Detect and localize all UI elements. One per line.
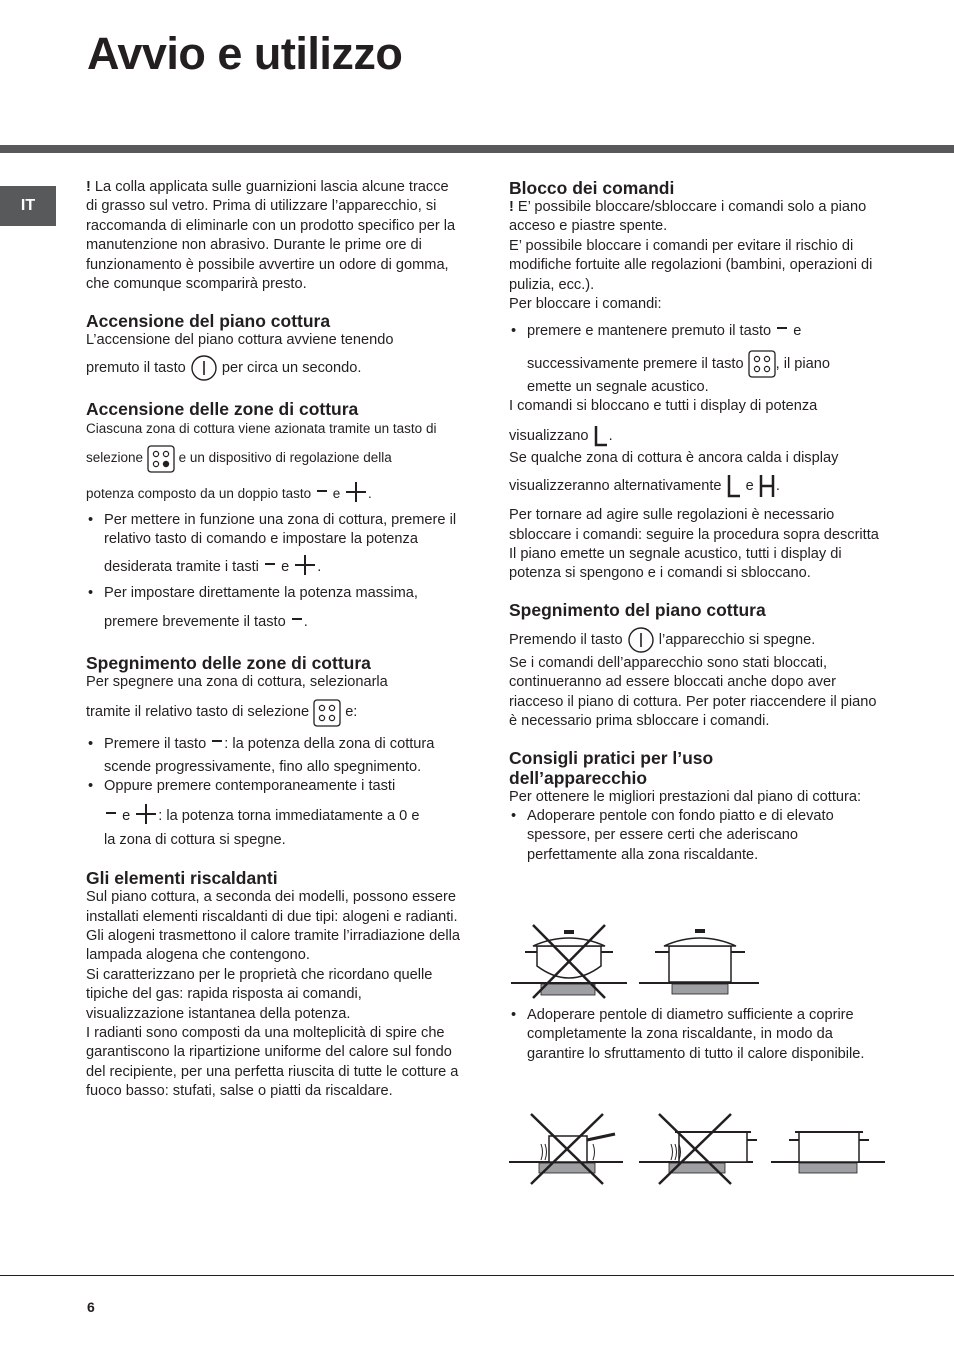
heading-accensione-zone: Accensione delle zone di cottura bbox=[86, 398, 359, 419]
display-h-icon bbox=[758, 474, 776, 498]
heading-elementi: Gli elementi riscaldanti bbox=[86, 868, 278, 889]
heading-consigli: Consigli pratici per l’uso dell’apparecchio bbox=[509, 747, 714, 788]
minus-icon bbox=[263, 560, 277, 574]
page-number: 6 bbox=[87, 1299, 95, 1315]
heading-spegnimento-piano: Spegnimento del piano cottura bbox=[509, 599, 766, 620]
plus-icon bbox=[344, 482, 368, 506]
header-bar bbox=[0, 145, 954, 153]
heading-spegnimento-zone: Spegnimento delle zone di cottura bbox=[86, 653, 371, 674]
list-item: • Per impostare direttamente la potenza massima, premere brevemente il tasto . bbox=[86, 584, 464, 635]
pot-diameter-illustration bbox=[509, 1108, 889, 1188]
correct-pot-figure bbox=[639, 929, 759, 994]
zone-select-icon bbox=[147, 445, 175, 473]
zone-select-icon bbox=[748, 350, 776, 378]
intro-paragraph: ! La colla applicata sulle guarnizioni lascia alcune tracce di grasso sul vetro. Prima di utilizzare l’apparecchio, si raccomanda di eliminarle con un prodotto specifico per la manutenzione non abrasivo. Durante le prime ore di funzionamento è possibile avvertire un odore di gomma, che comunque scomparirà presto. bbox=[86, 179, 456, 293]
list-item: • premere e mantenere premuto il tasto e successivamente premere il tasto , il piano emette un segnale acustico. bbox=[509, 322, 887, 397]
minus-icon bbox=[210, 737, 224, 751]
minus-icon bbox=[104, 809, 118, 823]
power-icon bbox=[190, 354, 218, 382]
display-l-icon bbox=[726, 474, 742, 498]
minus-icon bbox=[775, 325, 789, 339]
left-column: ! La colla applicata sulle guarnizioni lascia alcune tracce di grasso sul vetro. Prima di utilizzare l’apparecchio, si raccomanda di eliminarle con un prodotto specifico per la manutenzione non abrasivo. Durante le prime ore di funzionamento è possibile avvertire un odore di gomma, che comunque scomparirà presto. Accensione del piano cottura L’accensione del piano cottura avviene tenendo premuto il tasto per circa un secondo. Accensione delle zone di cottura Ciascuna zona di cottura viene azionata tramite un tasto di selezione e un dispositivo di regolazione della potenza composto da un doppio tasto e . • Per mettere in funzione una zona di cottura, premere il relativo tasto di comando e impostare la potenza desiderata tramite i tasti e . • Per impostare direttamente la potenza massima, premere brevemente il tasto . Spegnimento delle zone di cottura Per spegnere una zona di cottura, selezionarla tramite il relativo tasto di selezione e: • Premere il tasto : la potenza della zona di cottura scende progressivamente, fino allo spegnimento. • Oppure premere contemporaneamente i tasti e : la potenza torna immediatamente a 0 e la zona di cottura si spegne. Gli elementi riscaldanti Sul piano cottura, a seconda dei modelli, possono essere installati elementi riscaldanti di due tipi: alogeni e radianti. Gli alogeni trasmettono il calore tramite l’irradiazione della lampada alogena che contengono. Si caratterizzano per le proprietà che ricordano quelle tipiche del gas: rapida risposta ai comandi, visualizzazione istantanea della potenza. I radianti sono composti da una molteplicità di spire che garantiscono la ripartizione uniforme del calore sul fondo del recipiente, per una perfetta riuscita di tutte le cotture a fuoco basso: stufati, salse o piatti da riscaldare. bbox=[86, 178, 464, 1102]
minus-icon bbox=[290, 615, 304, 629]
page-title: Avvio e utilizzo bbox=[87, 28, 403, 79]
list-item: • Oppure premere contemporaneamente i tasti e : la potenza torna immediatamente a 0 e la zona di cottura si spegne. bbox=[86, 777, 464, 850]
power-icon bbox=[627, 626, 655, 654]
footer-rule bbox=[0, 1275, 954, 1276]
large-pot-wrong-figure bbox=[639, 1114, 757, 1184]
list-item: • Per mettere in funzione una zona di cottura, premere il relativo tasto di comando e impostare la potenza desiderata tramite i tasti e . bbox=[86, 511, 464, 580]
heading-blocco: Blocco dei comandi bbox=[509, 178, 675, 198]
zone-select-icon bbox=[313, 699, 341, 727]
list-item: • Premere il tasto : la potenza della zona di cottura scende progressivamente, fino allo spegnimento. bbox=[86, 735, 464, 778]
wrong-pot-figure bbox=[511, 925, 627, 998]
language-tab: IT bbox=[0, 186, 56, 226]
display-l-icon bbox=[593, 425, 609, 447]
consigli-bullet-2 bbox=[509, 1006, 887, 1064]
warning-mark: ! bbox=[86, 179, 91, 195]
correct-pot-figure bbox=[771, 1132, 885, 1173]
heading-accensione-piano: Accensione del piano cottura bbox=[86, 311, 331, 332]
minus-icon bbox=[315, 487, 329, 501]
warning-mark: ! bbox=[509, 199, 514, 215]
right-column: Blocco dei comandi ! E’ possibile bloccare/sbloccare i comandi solo a piano acceso e piastre spente. E’ possibile bloccare i comandi per evitare il rischio di modifiche fortuite alle regolazioni (bambini, operazioni di pulizia, ecc.). Per bloccare i comandi: • premere e mantenere premuto il tasto e successivamente premere il tasto , il piano emette un segnale acustico. I comandi si bloccano e tutti i display di potenza visualizzano . Se qualche zona di cottura è ancora calda i display visualizzeranno alternativamente e . Per tornare ad agire sulle regolazioni è necessario sbloccare i comandi: seguire la procedura sopra descritta Il piano emette un segnale acustico, tutti i display di potenza si spengono e i comandi si sbloccano. Spegnimento del piano cottura Premendo il tasto l’apparecchio si spegne. Se i comandi dell’apparecchio sono stati bloccati, continueranno ad essere bloccati anche dopo aver riacceso il piano di cottura. Per poter riaccendere il piano è necessario prima sbloccare i comandi. Consigli pratici per l’uso dell’apparecchio Per ottenere le migliori prestazioni dal piano di cottura: • Adoperare pentole con fondo piatto e di elevato spessore, per essere certi che aderiscano perfettamente alla zona riscaldante. bbox=[509, 178, 887, 865]
plus-icon bbox=[293, 555, 317, 579]
pot-flatness-illustration bbox=[509, 920, 769, 1000]
list-item: • Adoperare pentole con fondo piatto e di elevato spessore, per essere certi che aderiscano perfettamente alla zona riscaldante. bbox=[509, 807, 887, 865]
small-pot-wrong-figure bbox=[509, 1114, 623, 1184]
list-item: • Adoperare pentole di diametro sufficiente a coprire completamente la zona riscaldante, in modo da garantire lo sfruttamento di tutto il calore disponibile. bbox=[509, 1006, 887, 1064]
plus-icon bbox=[134, 804, 158, 828]
